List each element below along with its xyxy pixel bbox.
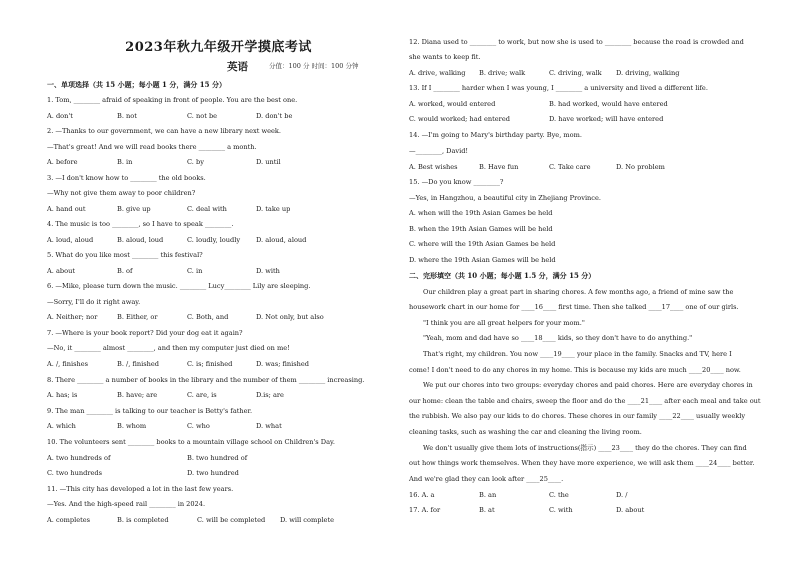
passage-line: our home: clean the table and chairs, sweep the floor and do the ____21____ after each meal and take out <box>409 397 761 405</box>
question-7: 7. —Where is your book report? Did your dog eat it again? <box>47 329 243 337</box>
q14-option-b: B. Have fun <box>479 163 519 171</box>
question-15: 15. —Do you know ________? <box>409 178 504 186</box>
section2-title: 二、完形填空（共 10 小题；每小题 1.5 分，满分 15 分） <box>409 271 596 280</box>
question-12: 12. Diana used to ________ to work, but now she is used to ________ because the road is crowded and <box>409 38 744 46</box>
q4-option-b: B. aloud, loud <box>117 236 164 244</box>
question-3-line2: —Why not give them away to poor children? <box>47 189 196 197</box>
passage-line: "I think you are all great helpers for your mom." <box>423 319 585 327</box>
q15-option-c: C. where will the 19th Asian Games be held <box>409 240 556 248</box>
passage-line: That's right, my children. You now ____19____ your place in the family. Snacks and TV, here I <box>423 350 732 358</box>
question-11: 11. —This city has developed a lot in the last few years. <box>47 485 234 493</box>
q7-option-a: A. /, finishes <box>47 360 89 368</box>
q17-option-c: C. with <box>549 506 573 514</box>
passage-line: the rubbish. We also pay our kids to do chores. These chores in our family ____22____ usually weekly <box>409 412 746 420</box>
q3-option-a: A. hand out <box>47 205 86 213</box>
q11-option-b: B. is completed <box>117 516 169 524</box>
passage-line: "Yeah, mom and dad have so ____18____ kids, so they don't have to do anything." <box>423 334 693 342</box>
q1-option-c: C. not be <box>187 112 218 120</box>
q7-option-c: C. is; finished <box>187 360 233 368</box>
q13-option-a: A. worked, would entered <box>409 100 496 108</box>
q3-option-b: B. give up <box>117 205 151 213</box>
q2-option-d: D. until <box>256 158 281 166</box>
q15-option-a: A. when will the 19th Asian Games be held <box>409 209 553 217</box>
q10-option-c: C. two hundreds <box>47 469 102 477</box>
q16-option-a: 16. A. a <box>409 491 435 499</box>
passage-line: We put our chores into two groups: everyday chores and paid chores. Here are everyday chores in <box>423 381 753 389</box>
q11-option-c: C. will be completed <box>197 516 266 524</box>
question-11-line2: —Yes. And the high-speed rail ________ in 2024. <box>47 500 206 508</box>
q5-option-a: A. about <box>47 267 75 275</box>
q16-option-b: B. an <box>479 491 497 499</box>
q10-option-b: B. two hundred of <box>187 454 248 462</box>
q6-option-c: C. Both, and <box>187 313 229 321</box>
q1-option-a: A. don't <box>47 112 73 120</box>
q13-option-d: D. have worked; will have entered <box>549 115 664 123</box>
q14-option-d: D. No problem <box>616 163 665 171</box>
q17-option-d: D. about <box>616 506 645 514</box>
q2-option-c: C. by <box>187 158 204 166</box>
question-12-line2: she wants to keep fit. <box>409 53 481 61</box>
q15-option-b: B. when the 19th Asian Games will be held <box>409 225 553 233</box>
q9-option-a: A. which <box>47 422 76 430</box>
question-8: 8. There ________ a number of books in the library and the number of them ________ increasing. <box>47 376 365 384</box>
question-6-line2: —Sorry, I'll do it right away. <box>47 298 141 306</box>
q8-option-d: D.is; are <box>256 391 284 399</box>
q2-option-b: B. in <box>117 158 133 166</box>
q17-option-b: B. at <box>479 506 495 514</box>
question-14-line2: —________, David! <box>409 147 469 155</box>
question-13: 13. If I ________ harder when I was young, I ________ a university and lived a different life. <box>409 84 708 92</box>
page-title: 2023年秋九年级开学摸底考试 <box>125 40 312 55</box>
q12-option-b: B. drive; walk <box>479 69 526 77</box>
question-7-line2: —No, it ________ almost ________, and then my computer just died on me! <box>47 344 290 352</box>
passage-line: out how things work themselves. When they have more experience, we will ask them ____24____ better. <box>409 459 755 467</box>
section1-title: 一、单项选择（共 15 小题；每小题 1 分，满分 15 分） <box>47 80 226 89</box>
passage-line: We don't usually give them lots of instructions(指示) ____23____ they do the chores. They can find <box>423 444 747 452</box>
q13-option-c: C. would worked; had entered <box>409 115 510 123</box>
question-5: 5. What do you like most ________ this festival? <box>47 251 203 259</box>
question-15-line2: —Yes, in Hangzhou, a beautiful city in Zhejiang Province. <box>409 194 601 202</box>
q12-option-c: C. driving, walk <box>549 69 602 77</box>
q5-option-c: C. in <box>187 267 203 275</box>
q4-option-d: D. aloud, aloud <box>256 236 307 244</box>
question-1: 1. Tom, ________ afraid of speaking in front of people. You are the best one. <box>47 96 298 104</box>
passage-line: come! I don't need to do any chores in my home. This is because my kids are much ____20____ now. <box>409 366 741 374</box>
q4-option-c: C. loudly, loudly <box>187 236 241 244</box>
q11-option-a: A. completes <box>47 516 91 524</box>
question-2: 2. —Thanks to our government, we can have a new library next week. <box>47 127 281 135</box>
q13-option-b: B. had worked, would have entered <box>549 100 668 108</box>
q11-option-d: D. will complete <box>280 516 335 524</box>
q8-option-c: C. are, is <box>187 391 217 399</box>
question-2-line2: —That's great! And we will read books there ________ a month. <box>47 143 257 151</box>
q6-option-a: A. Neither; nor <box>47 313 98 321</box>
question-10: 10. The volunteers sent ________ books to a mountain village school on Children's Day. <box>47 438 335 446</box>
q12-option-d: D. driving, walking <box>616 69 680 77</box>
q9-option-b: B. whom <box>117 422 147 430</box>
passage-line: And we're glad they can look after ____25____. <box>409 475 564 483</box>
q3-option-c: C. deal with <box>187 205 227 213</box>
q17-option-a: 17. A. for <box>409 506 441 514</box>
passage-line: cleaning tasks, such as washing the car and cleaning the living room. <box>409 428 642 436</box>
question-9: 9. The man ________ is talking to our teacher is Betty's father. <box>47 407 253 415</box>
q5-option-b: B. of <box>117 267 133 275</box>
q3-option-d: D. take up <box>256 205 291 213</box>
q16-option-c: C. the <box>549 491 569 499</box>
q8-option-b: B. have; are <box>117 391 158 399</box>
score-info: 分值：100 分 时间：100 分钟 <box>269 62 359 70</box>
question-4: 4. The music is too ________, so I have to speak ________. <box>47 220 234 228</box>
q10-option-d: D. two hundred <box>187 469 239 477</box>
q10-option-a: A. two hundreds of <box>47 454 111 462</box>
q16-option-d: D. / <box>616 491 628 499</box>
passage-line: housework chart in our home for ____16____ first time. Then she talked ____17____ one of our girls. <box>409 303 739 311</box>
q1-option-d: D. don't be <box>256 112 293 120</box>
passage-line: Our children play a great part in sharing chores. A few months ago, a friend of mine saw the <box>423 288 734 296</box>
q5-option-d: D. with <box>256 267 280 275</box>
q8-option-a: A. has; is <box>47 391 78 399</box>
q9-option-c: C. who <box>187 422 210 430</box>
subject-label: 英语 <box>227 61 248 73</box>
q2-option-a: A. before <box>47 158 78 166</box>
q14-option-c: C. Take care <box>549 163 591 171</box>
q9-option-d: D. what <box>256 422 282 430</box>
q7-option-b: B. /, finished <box>117 360 159 368</box>
q1-option-b: B. not <box>117 112 137 120</box>
q6-option-d: D. Not only, but also <box>256 313 324 321</box>
q12-option-a: A. drive, walking <box>409 69 466 77</box>
question-3: 3. —I don't know how to ________ the old books. <box>47 174 206 182</box>
question-14: 14. —I'm going to Mary's birthday party. Bye, mom. <box>409 131 582 139</box>
q15-option-d: D. where the 19th Asian Games will be held <box>409 256 556 264</box>
q6-option-b: B. Either, or <box>117 313 158 321</box>
q4-option-a: A. loud, aloud <box>47 236 94 244</box>
question-6: 6. —Mike, please turn down the music. ________ Lucy________ Lily are sleeping. <box>47 282 311 290</box>
q7-option-d: D. was; finished <box>256 360 310 368</box>
q14-option-a: A. Best wishes <box>409 163 458 171</box>
